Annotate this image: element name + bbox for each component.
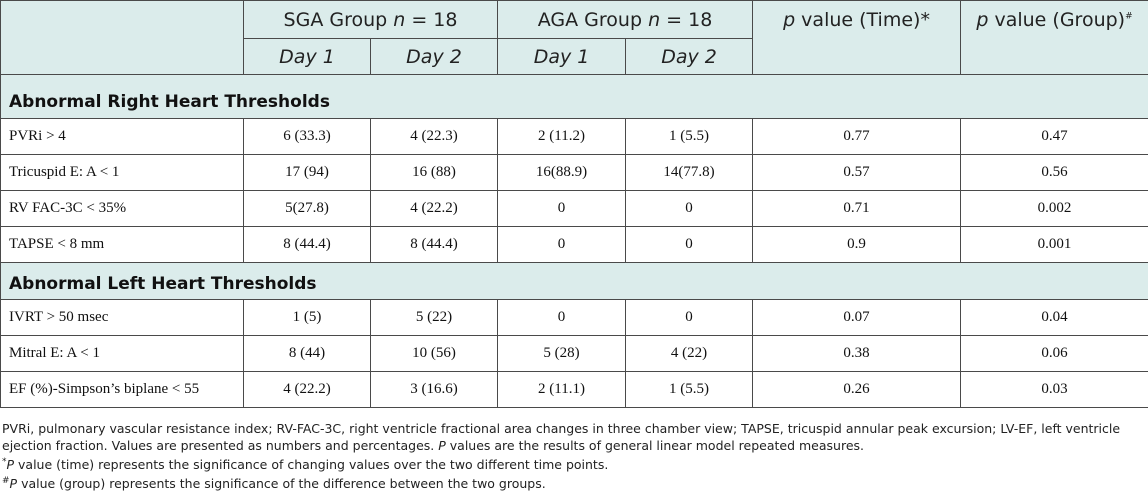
sga-day2-cell: 10 (56) bbox=[371, 336, 498, 372]
row-label: IVRT > 50 msec bbox=[1, 300, 244, 336]
p-time-cell: 0.26 bbox=[753, 372, 961, 408]
sga-day1-cell: 1 (5) bbox=[244, 300, 371, 336]
table-row bbox=[1, 119, 1148, 155]
aga-day1-cell: 0 bbox=[498, 227, 626, 263]
header-aga-day2: Day 2 bbox=[626, 39, 753, 75]
aga-day2-cell: 1 (5.5) bbox=[626, 119, 753, 155]
table-row bbox=[1, 191, 1148, 227]
p-group-cell: 0.04 bbox=[961, 300, 1148, 336]
footnote-group: #P value (group) represents the significance of the difference between the two groups. bbox=[2, 476, 546, 492]
header-p-time: p value (Time)* bbox=[753, 1, 961, 75]
aga-day1-cell: 0 bbox=[498, 191, 626, 227]
table-row bbox=[1, 155, 1148, 191]
header-aga-day1: Day 1 bbox=[498, 39, 626, 75]
p-time-cell: 0.71 bbox=[753, 191, 961, 227]
row-label: PVRi > 4 bbox=[1, 119, 244, 155]
sga-day1-cell: 4 (22.2) bbox=[244, 372, 371, 408]
table-row bbox=[1, 336, 1148, 372]
row-label: Mitral E: A < 1 bbox=[1, 336, 244, 372]
aga-day1-cell: 0 bbox=[498, 300, 626, 336]
footnote-time: *P value (time) represents the significance of changing values over the two different time points. bbox=[2, 457, 609, 473]
sga-day1-cell: 5(27.8) bbox=[244, 191, 371, 227]
group-title: Abnormal Right Heart Thresholds bbox=[1, 75, 1148, 119]
row-label: EF (%)-Simpson’s biplane < 55 bbox=[1, 372, 244, 408]
header-sga-day1: Day 1 bbox=[244, 39, 371, 75]
sga-day2-cell: 3 (16.6) bbox=[371, 372, 498, 408]
aga-day2-cell: 0 bbox=[626, 191, 753, 227]
sga-day2-cell: 8 (44.4) bbox=[371, 227, 498, 263]
aga-day1-cell: 16(88.9) bbox=[498, 155, 626, 191]
table-row bbox=[1, 227, 1148, 263]
header-sga-day2: Day 2 bbox=[371, 39, 498, 75]
sga-day1-cell: 8 (44.4) bbox=[244, 227, 371, 263]
aga-day2-cell: 14(77.8) bbox=[626, 155, 753, 191]
p-group-cell: 0.06 bbox=[961, 336, 1148, 372]
p-group-cell: 0.03 bbox=[961, 372, 1148, 408]
p-time-cell: 0.9 bbox=[753, 227, 961, 263]
aga-day2-cell: 1 (5.5) bbox=[626, 372, 753, 408]
row-label: RV FAC-3C < 35% bbox=[1, 191, 244, 227]
row-label: Tricuspid E: A < 1 bbox=[1, 155, 244, 191]
header-sga-group: SGA Group n = 18 bbox=[244, 1, 498, 39]
sga-day1-cell: 8 (44) bbox=[244, 336, 371, 372]
aga-day2-cell: 0 bbox=[626, 300, 753, 336]
header-p-group: p value (Group)# bbox=[961, 1, 1148, 75]
sga-day2-cell: 16 (88) bbox=[371, 155, 498, 191]
header-aga-group: AGA Group n = 18 bbox=[498, 1, 753, 39]
sga-day1-cell: 6 (33.3) bbox=[244, 119, 371, 155]
p-time-cell: 0.77 bbox=[753, 119, 961, 155]
group-row bbox=[1, 263, 1148, 300]
sga-day2-cell: 5 (22) bbox=[371, 300, 498, 336]
group-title: Abnormal Left Heart Thresholds bbox=[1, 263, 1148, 300]
aga-day2-cell: 0 bbox=[626, 227, 753, 263]
group-row bbox=[1, 75, 1148, 119]
table-row bbox=[1, 372, 1148, 408]
p-time-cell: 0.07 bbox=[753, 300, 961, 336]
sga-day2-cell: 4 (22.2) bbox=[371, 191, 498, 227]
p-group-cell: 0.002 bbox=[961, 191, 1148, 227]
p-group-cell: 0.001 bbox=[961, 227, 1148, 263]
p-time-cell: 0.57 bbox=[753, 155, 961, 191]
aga-day1-cell: 2 (11.1) bbox=[498, 372, 626, 408]
header-empty-cell bbox=[1, 1, 244, 75]
aga-day2-cell: 4 (22) bbox=[626, 336, 753, 372]
row-label: TAPSE < 8 mm bbox=[1, 227, 244, 263]
p-group-cell: 0.47 bbox=[961, 119, 1148, 155]
footnote-abbreviations: PVRi, pulmonary vascular resistance index; RV-FAC-3C, right ventricle fractional area changes in three chamber view; TAPSE, tricuspid annular peak excursion; LV-EF, left ventricle ejection fraction. Values are presented as numbers and percentages. P values are the results of general linear model repeated measures. bbox=[2, 421, 1121, 453]
p-group-cell: 0.56 bbox=[961, 155, 1148, 191]
aga-day1-cell: 5 (28) bbox=[498, 336, 626, 372]
table-row bbox=[1, 300, 1148, 336]
aga-day1-cell: 2 (11.2) bbox=[498, 119, 626, 155]
sga-day2-cell: 4 (22.3) bbox=[371, 119, 498, 155]
table-footnotes bbox=[2, 420, 1146, 492]
p-time-cell: 0.38 bbox=[753, 336, 961, 372]
sga-day1-cell: 17 (94) bbox=[244, 155, 371, 191]
